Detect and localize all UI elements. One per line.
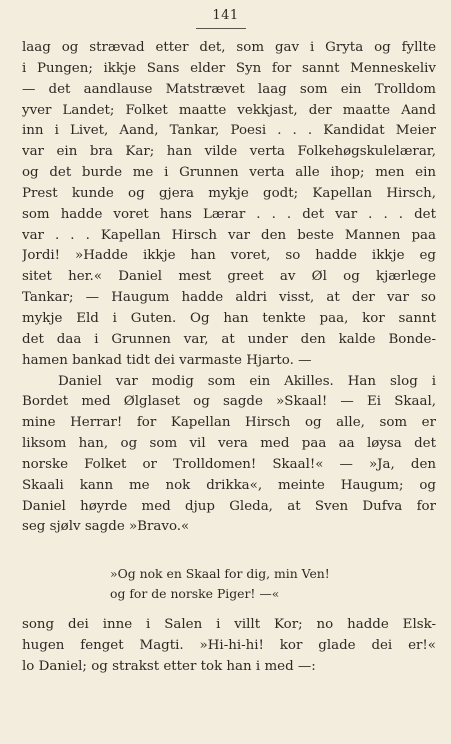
text-line: song dei inne i Salen i villt Kor; no hadde Elsk- <box>22 617 436 632</box>
text-line: — det aandlause Matstrævet laag som ein Trolldom <box>22 81 436 97</box>
text-line: som hadde voret hans Lærar . . . det var . . . det <box>22 206 436 222</box>
text-line: Jordi! »Hadde ikkje han voret, so hadde ikkje eg <box>22 248 436 264</box>
header-rule <box>196 28 246 29</box>
text-line: lo Daniel; og strakst etter tok han i med —: <box>22 658 316 674</box>
text-line: Bordet med Ølglaset og sagde »Skaal! — Ei Skaal, <box>22 394 436 410</box>
text-line: hamen bankad tidt dei varmaste Hjarto. — <box>22 352 312 368</box>
text-line: yver Landet; Folket maatte vekkjast, der maatte Aand <box>22 102 436 118</box>
text-line: hugen fenget Magti. »Hi-hi-hi! kor glade dei er!« <box>22 637 436 653</box>
text-line: mine Herrar! for Kapellan Hirsch og alle, som er <box>22 415 436 431</box>
page-number: 141 <box>212 8 239 23</box>
main-text <box>22 38 436 538</box>
text-line: Tankar; — Haugum hadde aldri visst, at der var so <box>22 290 436 306</box>
text-line: seg sjølv sagde »Bravo.« <box>22 519 190 535</box>
text-line: sitet her.« Daniel mest greet av Øl og kjærlege <box>22 269 436 285</box>
verse-line: »Og nok en Skaal for dig, min Ven! <box>110 566 330 581</box>
verse-quote <box>110 564 430 604</box>
verse-line: og for de norske Piger! —« <box>110 586 280 601</box>
text-line: og det burde me i Grunnen verta alle ihop; men ein <box>22 165 436 181</box>
text-line: mykje Eld i Guten. Og han tenkte paa, kor sannt <box>22 310 436 326</box>
text-line: Prest kunde og gjera mykje godt; Kapellan Hirsch, <box>22 185 436 201</box>
text-line: Daniel høyrde med djup Gleda, at Sven Dufva for <box>22 498 436 514</box>
text-line: i Pungen; ikkje Sans elder Syn for sannt Menneskeliv <box>22 60 436 76</box>
text-line: Skaali kann me nok drikka«, meinte Haugum; og <box>22 477 436 493</box>
text-line: det daa i Grunnen var, at under den kalde Bonde- <box>22 331 436 347</box>
text-line: var ein bra Kar; han vilde verta Folkehøgskulelærar, <box>22 144 436 160</box>
closing-text <box>22 615 436 678</box>
text-line: norske Folket or Trolldomen! Skaal!« — »Ja, den <box>22 456 436 472</box>
text-line: var . . . Kapellan Hirsch var den beste Mannen paa <box>22 227 436 243</box>
paragraph-first-line: Daniel var modig som ein Akilles. Han slog i <box>58 373 436 389</box>
text-line: laag og strævad etter det, som gav i Gryta og fyllte <box>22 40 436 55</box>
text-line: liksom han, og som vil vera med paa aa løysa det <box>22 436 436 452</box>
text-line: inn i Livet, Aand, Tankar, Poesi . . . Kandidat Meier <box>22 123 436 139</box>
